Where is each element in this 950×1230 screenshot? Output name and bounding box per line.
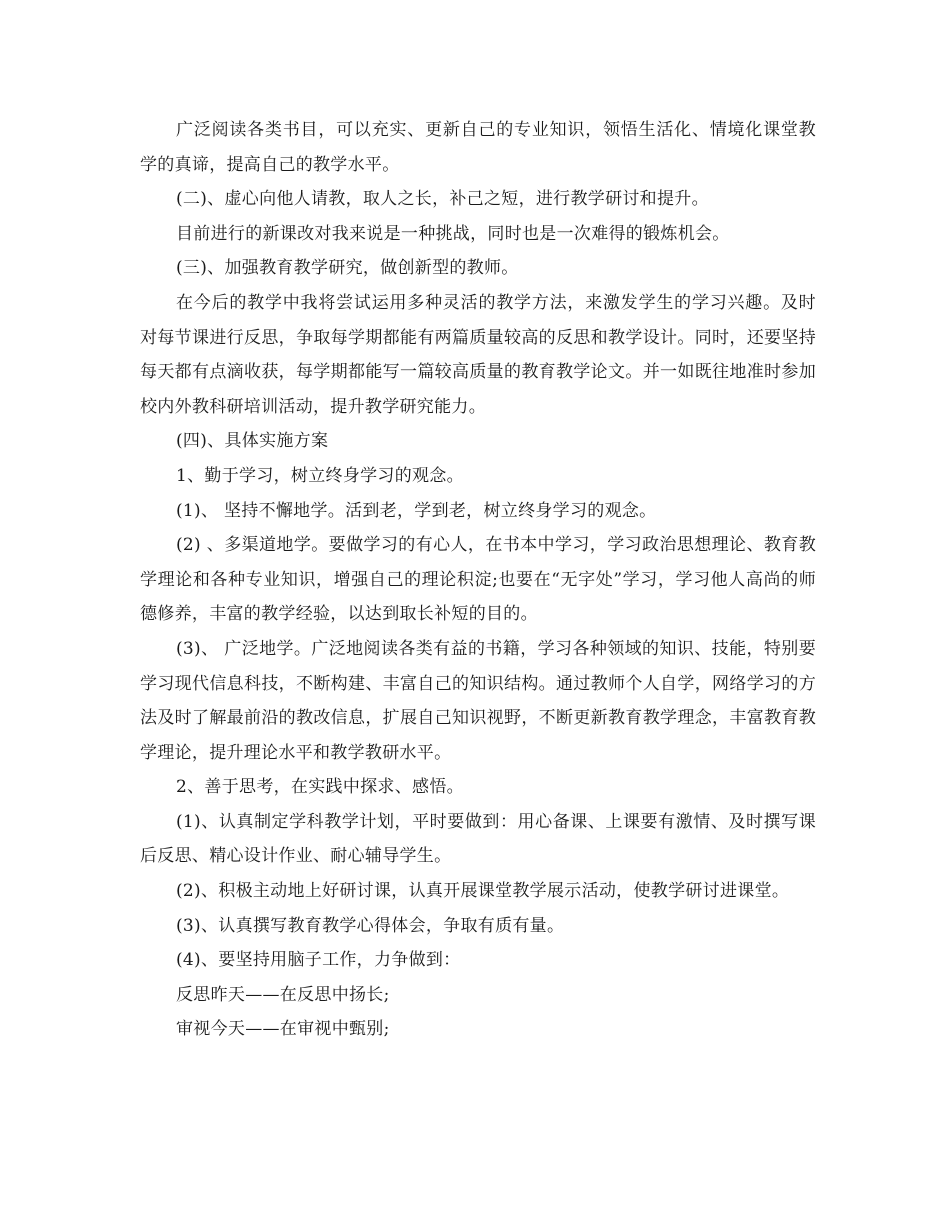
paragraph-curriculum-reform: 目前进行的新课改对我来说是一种挑战，同时也是一次难得的锻炼机会。 bbox=[176, 223, 730, 244]
item-2-3: (3)、认真撰写教育教学心得体会，争取有质有量。 bbox=[176, 915, 565, 936]
document-body bbox=[140, 113, 816, 1047]
item-2-1: (1)、认真制定学科教学计划，平时要做到：用心备课、上课要有激情、及时撰写课后反思、精心设计作业、耐心辅导学生。 bbox=[140, 811, 816, 867]
item-1-learning: 1、勤于学习，树立终身学习的观念。 bbox=[176, 465, 464, 486]
item-1-1: (1)、 坚持不懈地学。活到老，学到老，树立终身学习的观念。 bbox=[176, 500, 657, 521]
reflect-yesterday: 反思昨天——在反思中扬长; bbox=[176, 984, 390, 1005]
paragraph-reading: 广泛阅读各类书目，可以充实、更新自己的专业知识，领悟生活化、情境化课堂教学的真谛，提高自己的教学水平。 bbox=[140, 120, 816, 175]
item-2-4: (4)、要坚持用脑子工作，力争做到： bbox=[176, 950, 461, 971]
paragraph-teaching-methods: 在今后的教学中我将尝试运用多种灵活的教学方法，来激发学生的学习兴趣。及时对每节课进行反思，争取每学期都能有两篇质量较高的反思和教学设计。同时，还要坚持每天都有点滴收获，每学期都能写一篇较高质量的教育教学论文。并一如既往地准时参加校内外教科研培训活动，提升教学研究能力。 bbox=[140, 292, 816, 417]
item-1-2: (2) 、多渠道地学。要做学习的有心人，在书本中学习，学习政治思想理论、教育教学理论和各种专业知识，增强自己的理论积淀;也要在“无字处”学习，学习他人高尚的师德修养，丰富的教学经验，以达到取长补短的目的。 bbox=[140, 535, 816, 625]
review-today: 审视今天——在审视中甄别; bbox=[176, 1019, 390, 1040]
item-2-2: (2)、积极主动地上好研讨课，认真开展课堂教学展示活动，使教学研讨进课堂。 bbox=[176, 881, 790, 902]
heading-section-two: (二)、虚心向他人请教，取人之长，补己之短，进行教学研讨和提升。 bbox=[176, 189, 709, 210]
heading-section-four: (四)、具体实施方案 bbox=[176, 431, 329, 452]
item-2-thinking: 2、善于思考，在实践中探求、感悟。 bbox=[176, 777, 464, 798]
heading-section-three: (三)、加强教育教学研究，做创新型的教师。 bbox=[176, 258, 519, 279]
item-1-3: (3)、 广泛地学。广泛地阅读各类有益的书籍，学习各种领域的知识、技能，特别要学习现代信息科技，不断构建、丰富自己的知识结构。通过教师个人自学，网络学习的方法及时了解最前沿的教改信息，扩展自己知识视野，不断更新教育教学理念，丰富教育教学理论，提升理论水平和教学教研水平。 bbox=[140, 638, 816, 763]
